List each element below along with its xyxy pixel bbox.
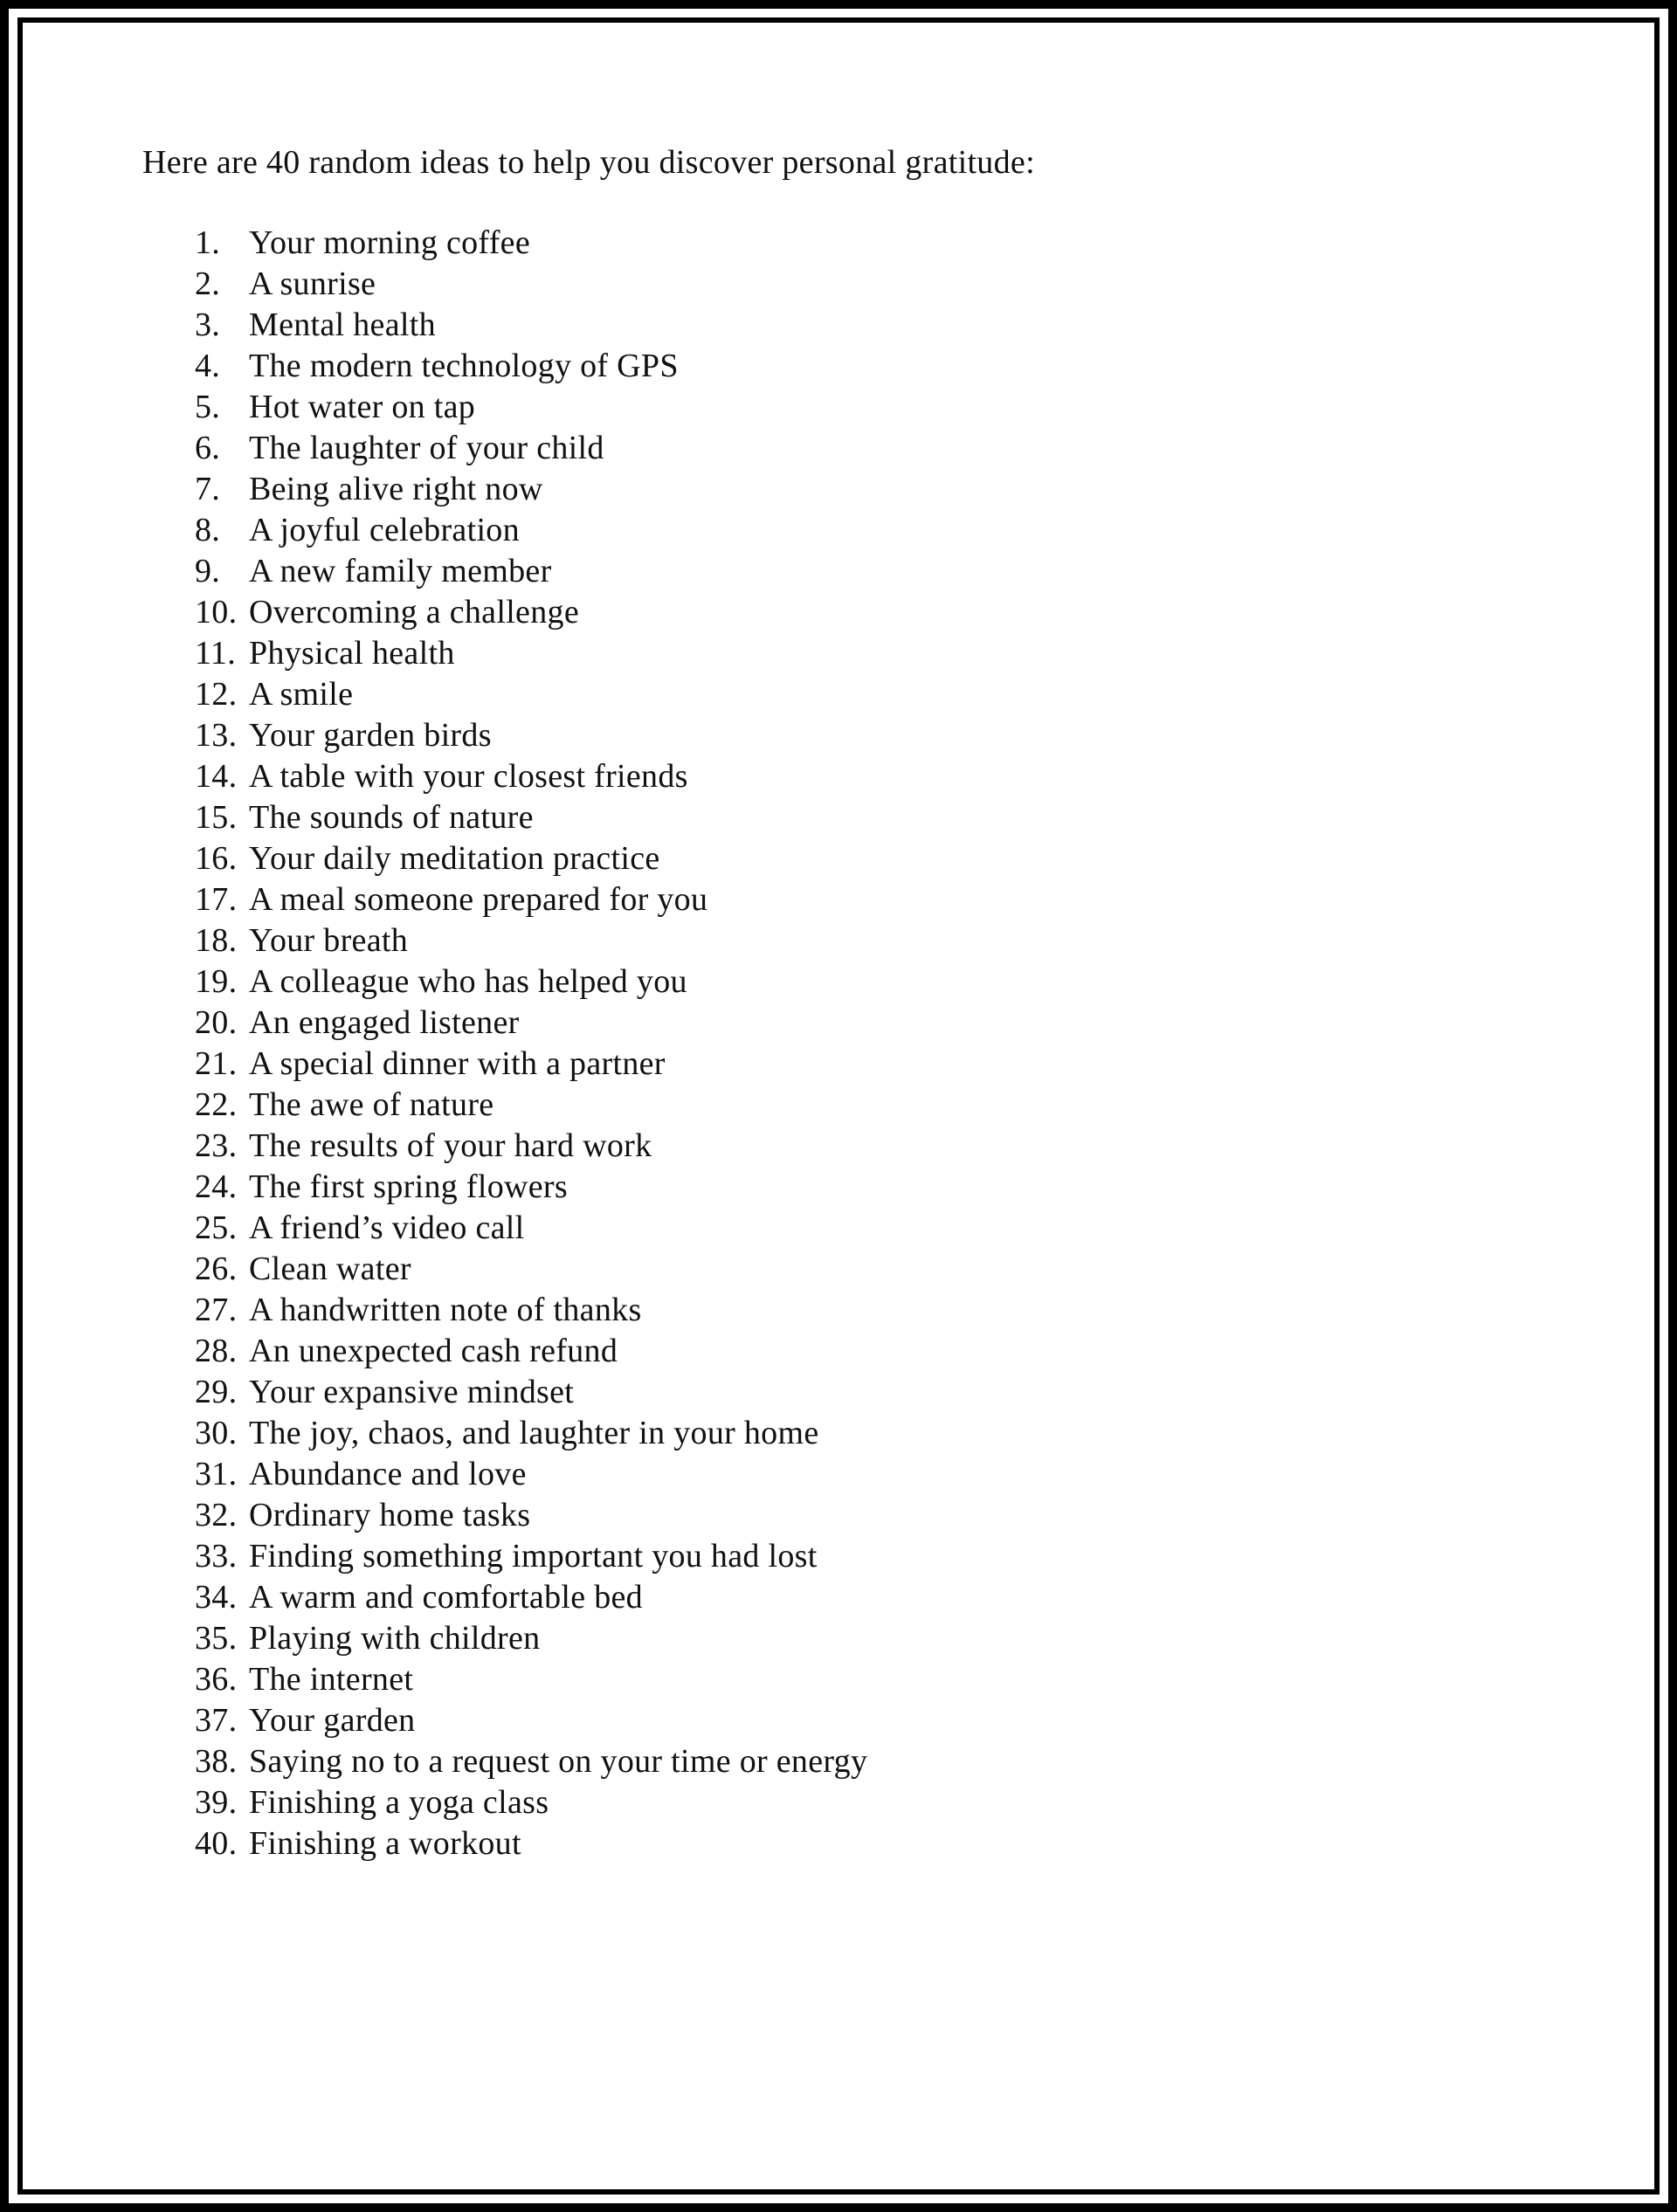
idea-number: 7. [195, 471, 221, 507]
idea-number: 12. [195, 676, 238, 713]
idea-list-item [195, 961, 1540, 1003]
idea-list-item [195, 633, 1540, 674]
idea-list-item [195, 1741, 1540, 1782]
idea-text: Your daily meditation practice [249, 840, 660, 877]
idea-number: 39. [195, 1784, 238, 1821]
idea-number: 13. [195, 717, 238, 754]
idea-text: A table with your closest friends [249, 758, 688, 795]
idea-text: Your breath [249, 922, 409, 959]
idea-list-item [195, 715, 1540, 756]
idea-number: 34. [195, 1579, 238, 1616]
idea-text: The modern technology of GPS [249, 348, 679, 384]
idea-list-item [195, 1782, 1540, 1823]
idea-list-item [195, 756, 1540, 797]
idea-list-item [195, 469, 1540, 510]
idea-text: The sounds of nature [249, 799, 534, 836]
idea-text: The internet [249, 1661, 414, 1698]
idea-list-item [195, 1413, 1540, 1454]
idea-text: Your expansive mindset [249, 1374, 575, 1410]
idea-number: 40. [195, 1825, 238, 1862]
idea-number: 1. [195, 224, 221, 261]
idea-list-item [195, 1167, 1540, 1208]
idea-text: A warm and comfortable bed [249, 1579, 643, 1616]
idea-text: Your garden birds [249, 717, 492, 754]
document-page [142, 142, 1540, 1864]
idea-text: Clean water [249, 1251, 411, 1287]
idea-number: 20. [195, 1004, 238, 1041]
idea-list-item [195, 920, 1540, 961]
idea-text: Finishing a yoga class [249, 1784, 549, 1821]
idea-number: 35. [195, 1620, 238, 1657]
idea-text: Saying no to a request on your time or energy [249, 1743, 868, 1780]
idea-number: 18. [195, 922, 238, 959]
idea-number: 4. [195, 348, 221, 384]
idea-list-item [195, 1700, 1540, 1741]
idea-number: 10. [195, 594, 238, 631]
idea-number: 2. [195, 265, 221, 302]
idea-text: A friend’s video call [249, 1209, 525, 1246]
idea-number: 37. [195, 1702, 238, 1739]
idea-number: 38. [195, 1743, 238, 1780]
idea-text: The first spring flowers [249, 1168, 568, 1205]
idea-number: 36. [195, 1661, 238, 1698]
idea-text: Playing with children [249, 1620, 541, 1657]
idea-list-item [195, 838, 1540, 879]
idea-number: 24. [195, 1168, 238, 1205]
idea-number: 29. [195, 1374, 238, 1410]
idea-number: 6. [195, 430, 221, 466]
idea-list-item [195, 1208, 1540, 1249]
idea-list-item [195, 1372, 1540, 1413]
idea-list-item [195, 1044, 1540, 1085]
idea-list-item [195, 1495, 1540, 1536]
idea-text: An unexpected cash refund [249, 1333, 618, 1369]
idea-number: 8. [195, 512, 221, 548]
idea-text: A special dinner with a partner [249, 1045, 666, 1082]
idea-text: A sunrise [249, 265, 376, 302]
idea-number: 32. [195, 1497, 238, 1533]
idea-list-item [195, 879, 1540, 920]
idea-text: A new family member [249, 553, 552, 589]
gratitude-ideas-list [142, 223, 1540, 1864]
idea-text: An engaged listener [249, 1004, 520, 1041]
idea-number: 5. [195, 389, 221, 425]
idea-number: 28. [195, 1333, 238, 1369]
idea-list-item [195, 1577, 1540, 1618]
idea-list-item [195, 1454, 1540, 1495]
idea-number: 16. [195, 840, 238, 877]
idea-text: A colleague who has helped you [249, 963, 687, 1000]
idea-text: The results of your hard work [249, 1127, 652, 1164]
idea-number: 21. [195, 1045, 238, 1082]
idea-text: Physical health [249, 635, 455, 672]
idea-list-item [195, 223, 1540, 264]
idea-text: Mental health [249, 307, 436, 343]
idea-list-item [195, 592, 1540, 633]
idea-list-item [195, 1290, 1540, 1331]
idea-number: 22. [195, 1086, 238, 1123]
idea-list-item [195, 387, 1540, 428]
idea-number: 31. [195, 1456, 238, 1492]
idea-text: A meal someone prepared for you [249, 881, 708, 918]
idea-number: 30. [195, 1415, 238, 1451]
idea-list-item [195, 797, 1540, 838]
idea-list-item [195, 1823, 1540, 1864]
idea-list-item [195, 1331, 1540, 1372]
idea-number: 11. [195, 635, 236, 672]
idea-number: 27. [195, 1292, 238, 1328]
idea-number: 33. [195, 1538, 238, 1575]
idea-number: 3. [195, 307, 221, 343]
idea-text: The laughter of your child [249, 430, 604, 466]
idea-list-item [195, 1536, 1540, 1577]
idea-list-item [195, 305, 1540, 346]
idea-number: 14. [195, 758, 238, 795]
idea-text: Overcoming a challenge [249, 594, 579, 631]
idea-text: The joy, chaos, and laughter in your home [249, 1415, 819, 1451]
idea-text: Being alive right now [249, 471, 543, 507]
idea-text: A joyful celebration [249, 512, 520, 548]
idea-text: Hot water on tap [249, 389, 476, 425]
idea-text: A handwritten note of thanks [249, 1292, 642, 1328]
idea-number: 19. [195, 963, 238, 1000]
idea-list-item [195, 1003, 1540, 1044]
idea-number: 17. [195, 881, 238, 918]
idea-list-item [195, 1085, 1540, 1126]
idea-list-item [195, 428, 1540, 469]
idea-text: A smile [249, 676, 354, 713]
idea-list-item [195, 551, 1540, 592]
idea-text: Finding something important you had lost [249, 1538, 818, 1575]
idea-number: 25. [195, 1209, 238, 1246]
idea-list-item [195, 264, 1540, 305]
idea-text: Abundance and love [249, 1456, 527, 1492]
idea-text: Your morning coffee [249, 224, 530, 261]
intro-text: Here are 40 random ideas to help you discover personal gratitude: [142, 144, 1035, 181]
idea-list-item [195, 674, 1540, 715]
idea-list-item [195, 1659, 1540, 1700]
idea-list-item [195, 510, 1540, 551]
idea-number: 26. [195, 1251, 238, 1287]
idea-list-item [195, 1249, 1540, 1290]
idea-number: 23. [195, 1127, 238, 1164]
idea-text: Ordinary home tasks [249, 1497, 531, 1533]
idea-list-item [195, 346, 1540, 387]
idea-number: 9. [195, 553, 221, 589]
idea-list-item [195, 1126, 1540, 1167]
idea-number: 15. [195, 799, 238, 836]
idea-list-item [195, 1618, 1540, 1659]
idea-text: Finishing a workout [249, 1825, 521, 1862]
idea-text: The awe of nature [249, 1086, 494, 1123]
idea-text: Your garden [249, 1702, 416, 1739]
